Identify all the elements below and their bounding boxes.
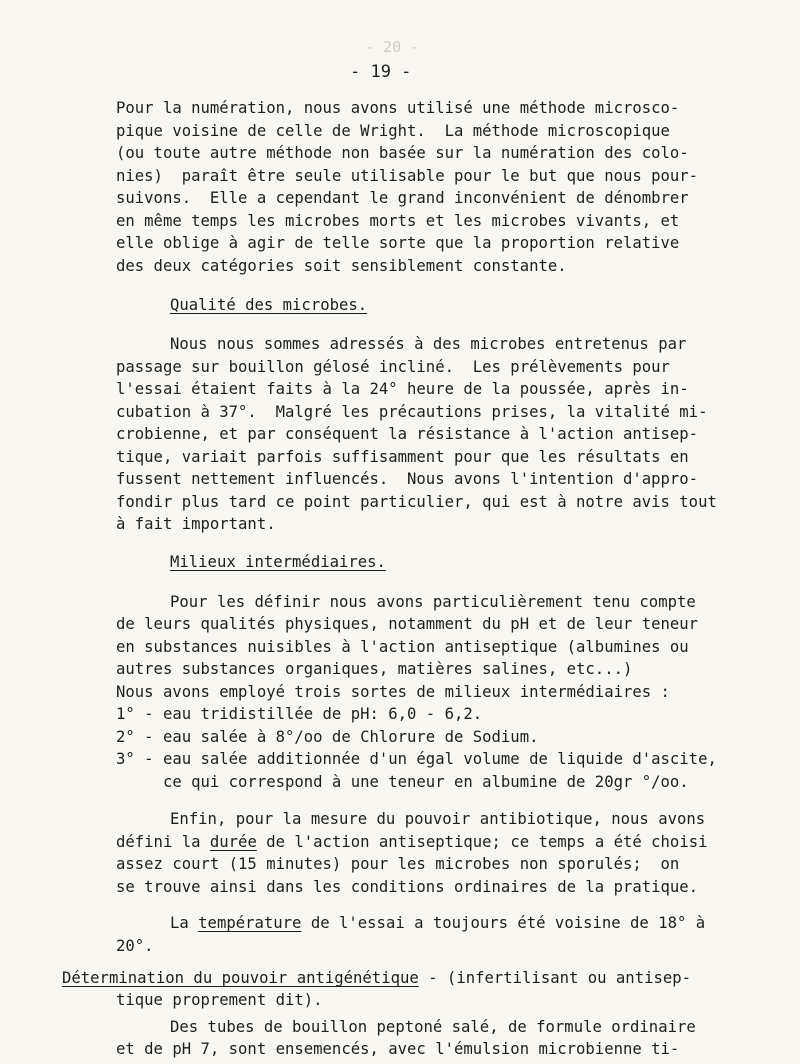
section-heading-qualite: Qualité des microbes. <box>170 296 368 314</box>
text-line: Nous nous sommes adressés à des microbes entretenus par <box>170 335 687 353</box>
text-line: autres substances organiques, matières salines, etc...) <box>116 660 633 678</box>
text-line: l'essai étaient faits à la 24° heure de la poussée, après in- <box>116 380 689 398</box>
text-line: tique, variait parfois suffisamment pour que les résultats en <box>116 448 689 466</box>
text-line: crobienne, et par conséquent la résistance à l'action antisep- <box>116 425 699 443</box>
text-line: Des tubes de bouillon peptoné salé, de formule ordinaire <box>170 1018 696 1036</box>
text-line: nies) paraît être seule utilisable pour le but que nous pour- <box>116 167 699 185</box>
text-line: suivons. Elle a cependant le grand inconvénient de dénombrer <box>116 189 689 207</box>
text-line: défini la durée de l'action antiseptique; ce temps a été choisi <box>116 833 708 851</box>
text-line: fondir plus tard ce point particulier, qui est à notre avis tout <box>116 493 717 511</box>
text-line: elle oblige à agir de telle sorte que la proportion relative <box>116 234 680 252</box>
text-line: Pour la numération, nous avons utilisé une méthode microsco- <box>116 99 680 117</box>
text-line: tique proprement dit). <box>116 991 323 1009</box>
section-heading-milieux: Milieux intermédiaires. <box>170 553 386 571</box>
text-line: de leurs qualités physiques, notamment du pH et de leur teneur <box>116 615 699 633</box>
text-line: en substances nuisibles à l'action antiseptique (albumines ou <box>116 638 689 656</box>
text-line: (ou toute autre méthode non basée sur la numération des colo- <box>116 144 689 162</box>
text-line: Enfin, pour la mesure du pouvoir antibiotique, nous avons <box>170 810 706 828</box>
text-line: se trouve ainsi dans les conditions ordinaires de la pratique. <box>116 878 699 896</box>
list-item: 2° - eau salée à 8°/oo de Chlorure de Sodium. <box>116 728 539 746</box>
text-line: fussent nettement influencés. Nous avons l'intention d'appro- <box>116 470 699 488</box>
text-line: à fait important. <box>116 515 276 533</box>
section-heading-determination: Détermination du pouvoir antigénétique - (infertilisant ou antisep- <box>62 969 692 987</box>
text-line: La température de l'essai a toujours été voisine de 18° à <box>170 914 706 932</box>
text-line: en même temps les microbes morts et les microbes vivants, et <box>116 212 680 230</box>
ghost-page-number: - 20 - <box>365 38 420 56</box>
text-line: et de pH 7, sont ensemencés, avec l'émulsion microbienne ti- <box>116 1040 680 1058</box>
text-line: des deux catégories soit sensiblement constante. <box>116 257 567 275</box>
text-line: cubation à 37°. Malgré les précautions prises, la vitalité mi- <box>116 403 708 421</box>
text-line: passage sur bouillon gélosé incliné. Les prélèvements pour <box>116 358 670 376</box>
text-line: assez court (15 minutes) pour les microbes non sporulés; on <box>116 855 680 873</box>
list-item: 1° - eau tridistillée de pH: 6,0 - 6,2. <box>116 705 483 723</box>
page-number: - 19 - <box>350 62 412 82</box>
emphasis-duree: durée <box>209 833 257 851</box>
list-item: 3° - eau salée additionnée d'un égal volume de liquide d'ascite, <box>116 750 717 768</box>
emphasis-temperature: température <box>198 914 302 932</box>
text-line: Nous avons employé trois sortes de milieux intermédiaires : <box>116 683 670 701</box>
list-item-continuation: ce qui correspond à une teneur en albumine de 20gr °/oo. <box>116 773 689 791</box>
text-line: pique voisine de celle de Wright. La méthode microscopique <box>116 122 670 140</box>
text-line: Pour les définir nous avons particulièrement tenu compte <box>170 593 696 611</box>
text-line: 20°. <box>116 937 154 955</box>
